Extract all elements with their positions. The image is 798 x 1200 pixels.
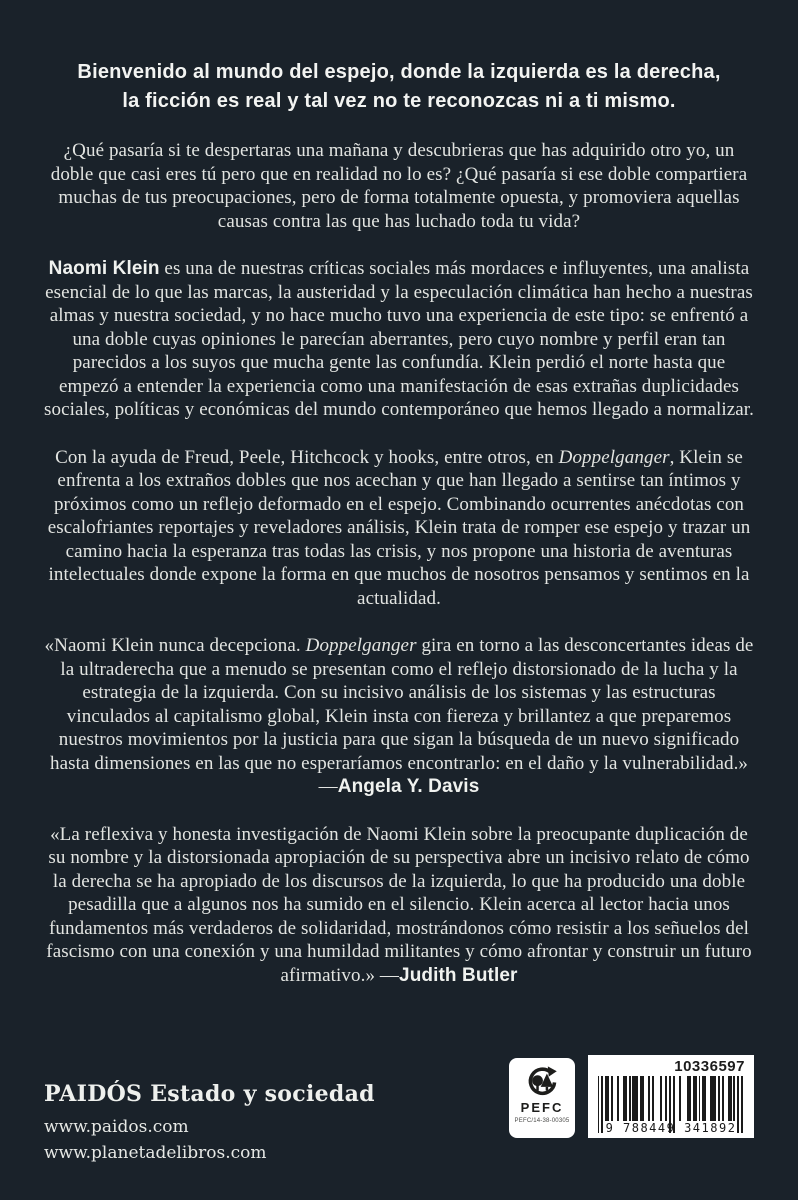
book-paragraph-pre: Con la ayuda de Freud, Peele, Hitchcock y hooks, entre otros, en (55, 446, 559, 468)
quote-davis-book-title-italic: Doppelganger (305, 635, 417, 656)
author-paragraph (44, 257, 754, 422)
author-name: Naomi Klein (48, 258, 160, 279)
tagline-line2: la ficción es real y tal vez no te reconozcas ni a ti mismo. (122, 90, 676, 112)
pefc-trees-icon (524, 1065, 560, 1099)
imprint-title: PAIDÓS Estado y sociedad (44, 1081, 375, 1107)
quote-davis (44, 634, 754, 799)
pefc-cert-code: PEFC/14-38-00305 (514, 1118, 570, 1124)
barcode-label (588, 1055, 754, 1138)
author-paragraph-text: es una de nuestras críticas sociales más mordaces e influyentes, una analista esencial de lo que las marcas, la austeridad y la especulación climática han hecho a nuestras almas y nuestra sociedad, y no hace mucho tuvo una experiencia de este tipo: se enfrentó a una doble cuyas opiniones le parecían aberrantes, pero cuyo nombre y perfil eran tan parecidos a los suyos que mucha gente las confundía. Klein perdió el norte hasta que empezó a entender la experiencia como una manifestación de esas extrañas duplicidades sociales, políticas y económicas del mundo contemporáneo que hemos llegado a normalizar. (44, 258, 754, 420)
quote-davis-post: gira en torno a las desconcertantes ideas de la ultraderecha que a menudo se presentan como el reflejo distorsionado de la lucha y la estrategia de la izquierda. Con su incisivo análisis de los sistemas y las estructuras vinculados al capitalismo global, Klein insta con fiereza y brillantez a que preparemos nuestros movimientos por la justicia para que sigan la búsqueda de un nuevo significado hasta dimensiones en las que no esperaríamos encontrarlo: en el daño y la vulnerabilidad.» — (49, 635, 754, 797)
book-title-italic: Doppelganger (558, 446, 670, 468)
tagline-line1: Bienvenido al mundo del espejo, donde la izquierda es la derecha, (77, 61, 721, 83)
url-planetadelibros: www.planetadelibros.com (44, 1143, 267, 1163)
book-paragraph-post: , Klein se enfrenta a los extraños dobles que nos acechan y que han llegado a sentirse tan íntimos y próximos como un reflejo deformado en el espejo. Combinando ocurrentes anécdotas con escalofriantes reportajes y reveladores análisis, Klein trata de romper ese espejo y trazar un camino hacia la esperanza tras todas las crisis, y nos propone una historia de aventuras intelectuales donde expone la forma en que muchos de nosotros pensamos y sentimos en la actualidad. (47, 446, 751, 609)
quote-butler-attribution: Judith Butler (399, 964, 518, 986)
intro-text: ¿Qué pasaría si te despertaras una mañana y descubrieras que has adquirido otro yo, un doble que casi eres tú pero que en realidad no lo es? ¿Qué pasaría si ese doble compartiera muchas de tus preocupaciones, pero de forma totalmente opuesta, y promoviera aquellas causas contra las que has luchado toda tu vida? (50, 140, 748, 232)
intro-paragraph (44, 139, 754, 233)
tagline (44, 58, 754, 116)
url-paidos: www.paidos.com (44, 1117, 189, 1137)
footer (0, 1048, 798, 1200)
imprint-block (44, 1081, 375, 1166)
pefc-wordmark: PEFC (520, 1100, 564, 1115)
quote-davis-pre: «Naomi Klein nunca decepciona. (44, 635, 306, 656)
quote-butler-text: «La reflexiva y honesta investigación de Naomi Klein sobre la preocupante duplicación de su nombre y la distorsionada apropiación de su perspectiva abre un incisivo relato de cómo la derecha se ha apropiado de los discursos de la izquierda, lo que ha producido una doble pesadilla que a algunos nos ha sumido en el silencio. Klein acerca al lector hacia unos fundamentos más verdaderos de solidaridad, mostrándonos cómo resistir a los señuelos del fascismo con una conexión y una humildad militantes y cómo afrontar y construir un futuro afirmativo.» — (46, 823, 752, 986)
quote-davis-attribution: Angela Y. Davis (337, 776, 480, 797)
pefc-certification-label (509, 1058, 575, 1138)
quote-butler (44, 823, 754, 988)
barcode-top-number: 10336597 (674, 1058, 745, 1075)
book-paragraph (44, 446, 754, 611)
barcode-isbn-digits: 9 788449 341892 (605, 1121, 737, 1135)
